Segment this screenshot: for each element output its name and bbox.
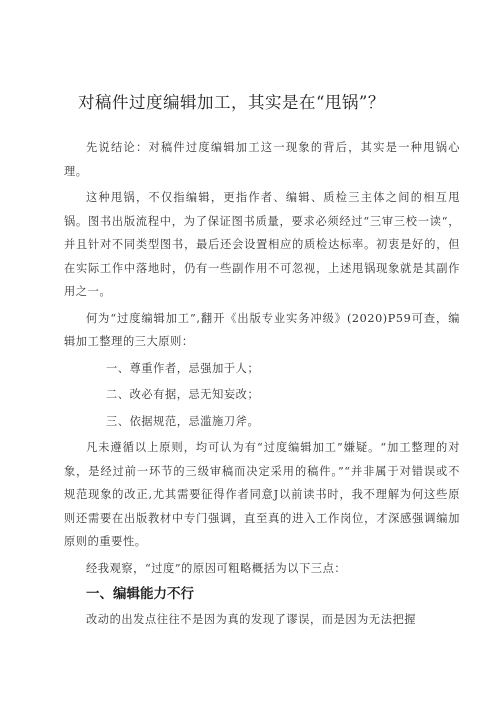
- principle-item-1: 一、尊重作者，忌强加于人；: [106, 361, 260, 375]
- paragraph-observation: 经我观察，“过度”的原因可粗略概括为以下三点：: [86, 561, 347, 575]
- section-heading-editing-ability: 一、编辑能力不行: [86, 586, 194, 602]
- paragraph-conclusion: 先说结论：对稿件过度编辑加工这一现象的背后，其实是一种甩锅心理。: [64, 141, 460, 178]
- document-title: 对稿件过度编辑加工，其实是在“甩锅”？: [78, 93, 385, 112]
- paragraph-blame-shifting: 这种甩锅，不仅指编辑，更指作者、编辑、质检三主体之间的相互甩锅。图书出版流程中，为了保证图书质量，要求必须经过“三审三校一读“，并且针对不同类型图书，最后还会设置相应的质检达标率。初衷是好的，但在实际工作中落地时，仍有一些副作用不可忽视，上述甩锅现象就是其副作用之一。: [64, 191, 460, 298]
- paragraph-editing-ability: 改动的出发点往往不是因为真的发现了谬误，而是因为无法把握: [86, 613, 417, 626]
- paragraph-principles-discussion: 凡未遵循以上原则，均可认为有“过度编辑加工”嫌疑。“加工整理的对象，是经过前一环节的三级审稿而决定采用的稿件。”“并非属于对错误或不规范现象的改正,尤其需要征得作者同意J以前读书时，我不理解为何这些原则还需要在出版教材中专门强调，直至真的进入工作岗位，才深感强调编加原则的重要性。: [64, 441, 460, 548]
- principle-item-2: 二、改必有据，忌无知妄改；: [106, 388, 260, 401]
- principle-item-3: 三、依据规范，忌滥施刀斧。: [106, 414, 260, 428]
- paragraph-definition: 何为“过度编辑加工”,翻开《出版专业实务冲级》(2020)P59可查，编辑加工整理的三大原则：: [64, 311, 460, 348]
